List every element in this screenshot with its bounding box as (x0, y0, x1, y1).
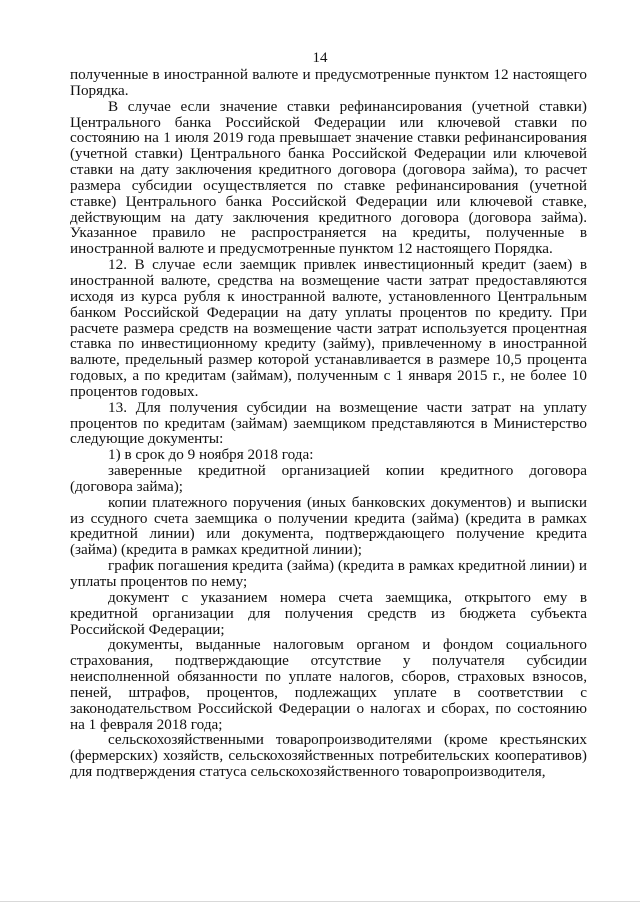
paragraph-item-13: 13. Для получения субсидии на возмещение части затрат на уплату процентов по кредитам (займам) заемщиком представляются в Министерство следующие документы: (70, 398, 587, 448)
paragraph-account-document: документ с указанием номера счета заемщика, открытого ему в кредитной организации для получения средств из бюджета субъекта Российской Федерации; (70, 588, 587, 638)
paragraph-tax-documents: документы, выданные налоговым органом и фондом социального страхования, подтверждающие отсутствие у получателя субсидии неисполненной обязанности по уплате налогов, сборов, страховых взносов, пеней, штрафов, процентов, подлежащих уплате в соответствии с законодательством Российской Федерации о налогах и сборах, по состоянию на 1 февраля 2018 года; (70, 636, 587, 733)
paragraph-producer-status: сельскохозяйственными товаропроизводителями (кроме крестьянских (фермерских) хозяйств, сельскохозяйственных потребительских кооперативов) для подтверждения статуса сельскохозяйственного товаропроизводителя, (70, 731, 587, 781)
page-bottom-edge (0, 901, 640, 902)
document-body (70, 67, 587, 780)
paragraph-repayment-schedule: график погашения кредита (займа) (кредита в рамках кредитной линии) и уплаты процентов по нему; (70, 557, 587, 590)
paragraph-item-12: 12. В случае если заемщик привлек инвестиционный кредит (заем) в иностранной валюте, средства на возмещение части затрат предоставляются исходя из курса рубля к иностранной валюте, установленного Центральным банком Российской Федерации на дату уплаты процентов по кредиту. При расчете размера средств на возмещение части затрат используется процентная ставка по инвестиционному кредиту (займу), привлеченному в иностранной валюте, предельный размер которой устанавливается в размере 10,5 процента годовых, а по кредитам (займам), полученным с 1 января 2015 г., не более 10 процентов годовых. (70, 256, 587, 400)
paragraph-refinancing-rate: В случае если значение ставки рефинансирования (учетной ставки) Центрального банка Российской Федерации или ключевой ставки по состоянию на 1 июля 2019 года превышает значение ставки рефинансирования (учетной ставки) Центрального банка Российской Федерации или ключевой ставки на дату заключения кредитного договора (договора займа), то расчет размера субсидии осуществляется по ставке рефинансирования (учетной ставке) Центрального банка Российской Федерации или ключевой ставке, действующим на дату заключения кредитного договора (договора займа). Указанное правило не распространяется на кредиты, полученные в иностранной валюте и предусмотренные пунктом 12 настоящего Порядка. (70, 97, 587, 258)
paragraph-payment-order-copies: копии платежного поручения (иных банковских документов) и выписки из ссудного счета заемщика о получении кредита (займа) (кредита в рамках кредитной линии) или документа, подтверждающего получение кредита (займа) (кредита в рамках кредитной линии); (70, 493, 587, 559)
page-number: 14 (312, 50, 328, 66)
paragraph-subitem-1: 1) в срок до 9 ноября 2018 года: (108, 446, 314, 464)
paragraph-continuation: полученные в иностранной валюте и предусмотренные пунктом 12 настоящего Порядка. (70, 66, 587, 99)
paragraph-loan-agreement-copies: заверенные кредитной организацией копии кредитного договора (договора займа); (70, 462, 587, 495)
